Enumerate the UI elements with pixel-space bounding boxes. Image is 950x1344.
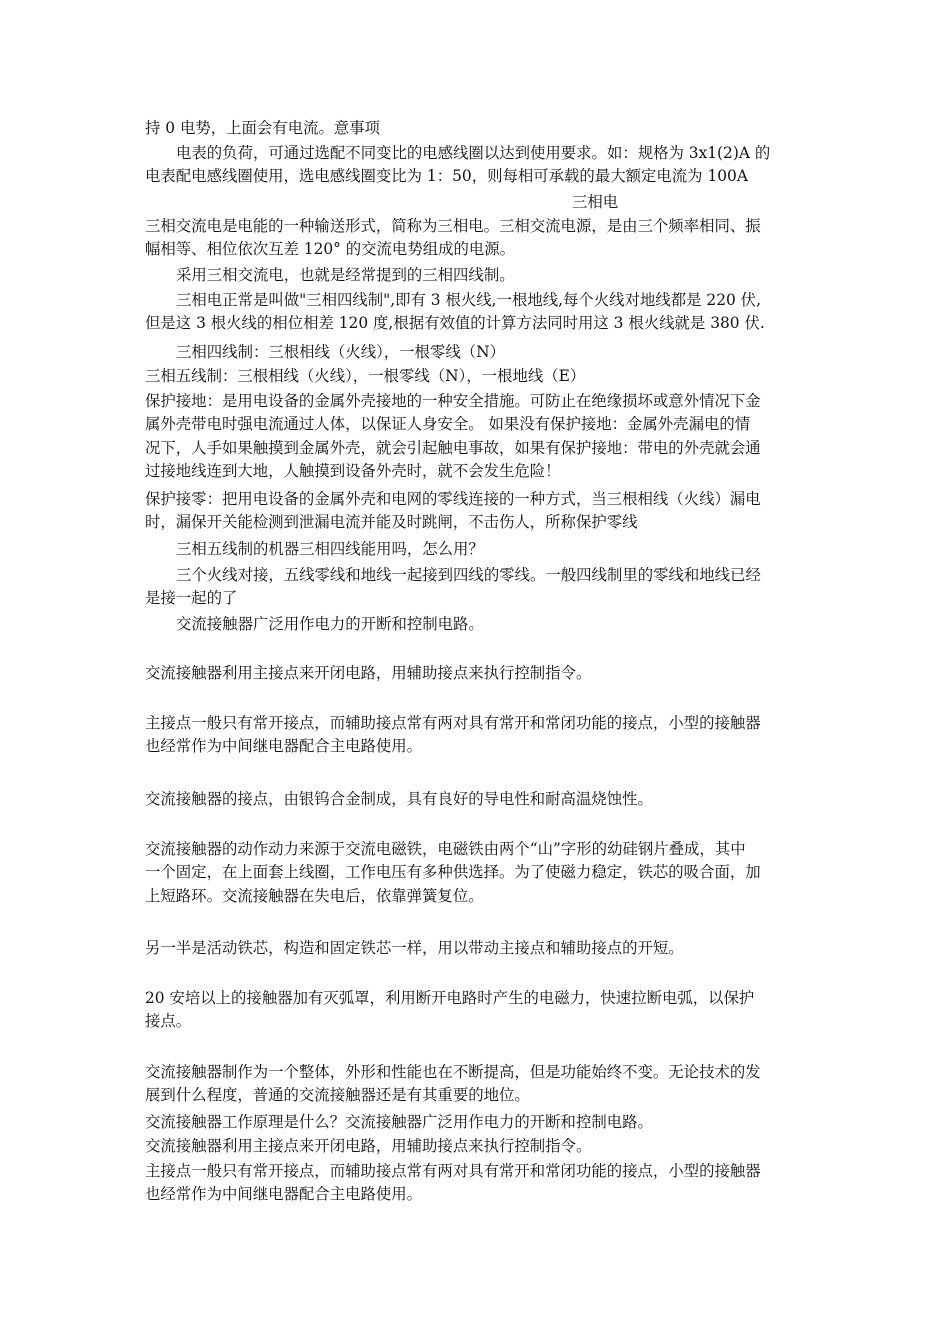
text-line: 过接地线连到大地，人触摸到设备外壳时，就不会发生危险！ — [145, 462, 561, 481]
text-line: 保护接地：是用电设备的金属外壳接地的一种安全措施。可防止在绝缘损坏或意外情况下金 — [145, 392, 761, 410]
text-line: 也经常作为中间继电器配合主电路使用。 — [145, 1185, 423, 1204]
text-line: 三相交流电是电能的一种输送形式，简称为三相电。三相交流电源，是由三个频率相同、振 — [145, 217, 761, 235]
paragraph — [145, 564, 807, 611]
paragraph — [145, 1061, 807, 1108]
text-line: 但是这 3 根火线的相位相差 120 度,根据有效值的计算方法同时用这 3 根火线就是 380 伏. — [145, 314, 765, 333]
text-line: 主接点一般只有常开接点，而辅助接点常有两对具有常开和常闭功能的接点，小型的接触器 — [145, 714, 761, 732]
text-line: 交流接触器的接点，由银钨合金制成，具有良好的导电性和耐高温烧蚀性。 — [145, 790, 653, 808]
paragraph — [145, 613, 807, 636]
text-line: 上短路环。交流接触器在失电后，依靠弹簧复位。 — [145, 886, 484, 905]
paragraph — [145, 289, 807, 336]
paragraph — [145, 987, 807, 1034]
text-line: 也经常作为中间继电器配合主电路使用。 — [145, 737, 423, 756]
text-line: 持 0 电势，上面会有电流。意事项 — [145, 119, 381, 137]
text-line: 三相五线制的机器三相四线能用吗，怎么用？ — [176, 540, 484, 558]
text-line: 交流接触器的动作动力来源于交流电磁铁，电磁铁由两个“山”字形的幼硅钢片叠成，其中 — [145, 840, 746, 858]
text-line: 幅相等、相位依次互差 120° 的交流电势组成的电源。 — [145, 240, 516, 259]
paragraph — [145, 1135, 807, 1158]
text-line: 属外壳带电时强电流通过人体，以保证人身安全。 如果没有保护接地：金属外壳漏电的情 — [145, 415, 751, 434]
paragraph — [145, 1111, 807, 1134]
paragraph — [145, 662, 807, 685]
text-line: 一个固定，在上面套上线圈，工作电压有多种供选择。为了使磁力稳定，铁芯的吸合面，加 — [145, 863, 761, 882]
paragraph — [145, 1160, 807, 1207]
paragraph — [145, 838, 807, 908]
text-line: 三个火线对接，五线零线和地线一起接到四线的零线。一般四线制里的零线和地线已经 — [176, 566, 761, 584]
text-line: 接点。 — [145, 1012, 192, 1031]
text-line: 交流接触器广泛用作电力的开断和控制电路。 — [176, 615, 484, 633]
text-line: 三相五线制：三根相线（火线），一根零线（N），一根地线（E） — [145, 367, 586, 385]
text-line: 另一半是活动铁芯，构造和固定铁芯一样，用以带动主接点和辅助接点的开短。 — [145, 939, 684, 957]
text-line: 主接点一般只有常开接点，而辅助接点常有两对具有常开和常闭功能的接点，小型的接触器 — [145, 1162, 761, 1180]
paragraph — [145, 264, 807, 287]
paragraph — [145, 142, 807, 189]
paragraph — [145, 117, 807, 140]
text-line: 时，漏保开关能检测到泄漏电流并能及时跳闸，不击伤人，所称保护零线 — [145, 513, 638, 532]
text-line: 保护接零：把用电设备的金属外壳和电网的零线连接的一种方式，当三根相线（火线）漏电 — [145, 490, 761, 508]
paragraph — [145, 937, 807, 960]
text-line: 电表配电感线圈使用，选电感线圈变比为 1：50，则每相可承载的最大额定电流为 100A — [145, 167, 748, 186]
paragraph — [145, 215, 807, 262]
heading-text: 三相电 — [572, 193, 619, 211]
paragraph — [145, 712, 807, 759]
text-line: 采用三相交流电，也就是经常提到的三相四线制。 — [176, 266, 515, 284]
section-heading — [572, 191, 618, 214]
text-line: 三相四线制：三根相线（火线），一根零线（N） — [176, 343, 505, 361]
text-line: 三相电正常是叫做"三相四线制",即有 3 根火线,一根地线,每个火线对地线都是 220 伏, — [176, 291, 761, 309]
paragraph — [145, 365, 807, 388]
paragraph — [145, 538, 807, 561]
paragraph — [145, 341, 807, 364]
text-line: 交流接触器工作原理是什么？交流接触器广泛用作电力的开断和控制电路。 — [145, 1113, 653, 1131]
text-line: 是接一起的了 — [145, 589, 238, 608]
text-line: 展到什么程度，普通的交流接触器还是有其重要的地位。 — [145, 1086, 530, 1105]
text-line: 交流接触器利用主接点来开闭电路，用辅助接点来执行控制指令。 — [145, 1137, 592, 1155]
paragraph — [145, 488, 807, 535]
text-line: 电表的负荷，可通过选配不同变比的电感线圈以达到使用要求。如：规格为 3x1(2)A 的 — [176, 144, 771, 162]
text-line: 交流接触器利用主接点来开闭电路，用辅助接点来执行控制指令。 — [145, 664, 592, 682]
text-line: 况下，人手如果触摸到金属外壳，就会引起触电事故，如果有保护接地：带电的外壳就会通 — [145, 438, 761, 457]
text-line: 20 安培以上的接触器加有灭弧罩，利用断开电路时产生的电磁力，快速拉断电弧，以保护 — [145, 989, 755, 1007]
paragraph — [145, 390, 807, 484]
paragraph — [145, 788, 807, 811]
text-line: 交流接触器制作为一个整体，外形和性能也在不断提高，但是功能始终不变。无论技术的发 — [145, 1063, 761, 1081]
